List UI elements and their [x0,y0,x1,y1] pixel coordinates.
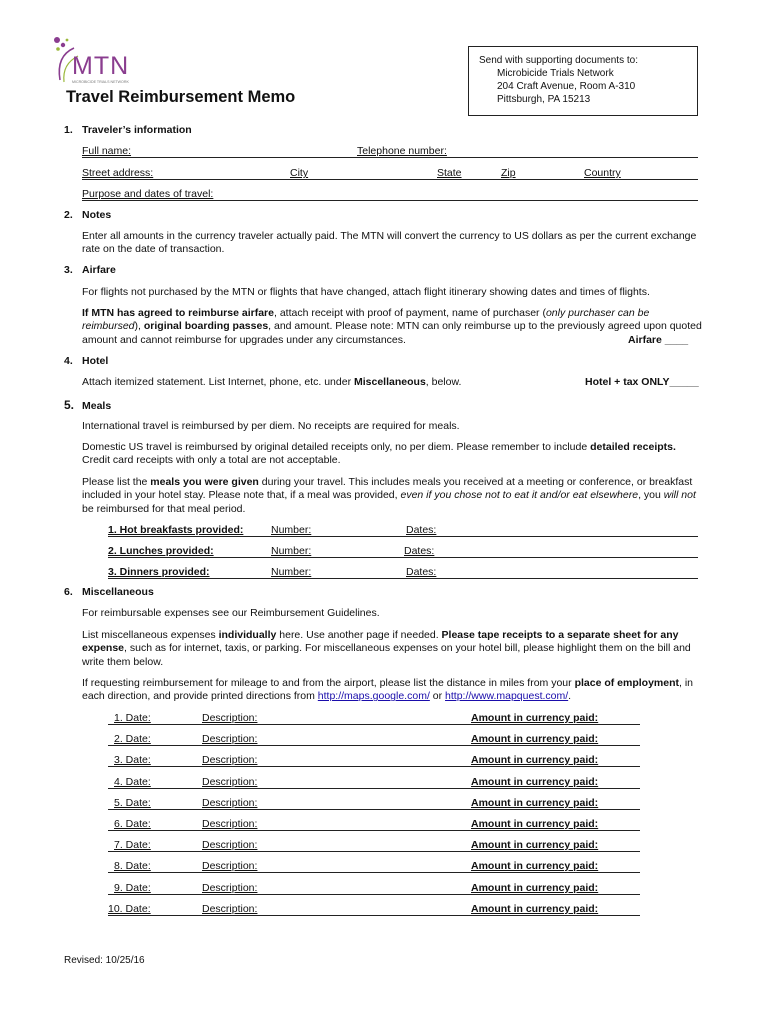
airfare-instructions: If MTN has agreed to reimburse airfare, attach receipt with proof of payment, name of purchaser (only purchaser can be reimbursed), original boarding passes, and amount. Please note: MTN can only reimburse up to the previously agreed upon quoted amount and cannot reimburse for upgrades under any circumstances. [82,307,702,346]
svg-text:MICROBICIDE TRIALS NETWORK: MICROBICIDE TRIALS NETWORK [72,80,129,84]
lunch-label: 2. Lunches provided: [108,545,214,557]
state-label: State [437,167,462,179]
expense-description-label: Description: [202,776,258,788]
zip-label: Zip [501,167,516,179]
mtn-logo-graphic [52,36,144,88]
revised-date: Revised: 10/25/16 [64,955,145,966]
expense-description-label: Description: [202,860,258,872]
lunch-number-label: Number: [271,545,312,557]
dinner-label: 3. Dinners provided: [108,566,210,578]
mailing-address-box [468,46,698,116]
meals-provided-text: Please list the meals you were given during your travel. This includes meals you received at a meeting or conference, or breakfast included in your hotel stay. Please note that, if a meal was provided, even if you chose not to eat it and/or eat elsewhere, you will not be reimbursed for that meal period. [82,476,696,515]
purpose-label: Purpose and dates of travel: [82,188,214,200]
meals-international-text: International travel is reimbursed by per diem. No receipts are required for meals. [82,420,460,432]
country-label: Country [584,167,621,179]
full-name-label: Full name: [82,145,132,157]
street-address-label: Street address: [82,167,154,179]
section-meals: 5. Meals [64,398,112,412]
expense-description-label: Description: [202,818,258,830]
breakfast-number-label: Number: [271,524,312,536]
expense-amount-label: Amount in currency paid: [471,712,599,724]
expense-date-label: 9. Date: [114,882,151,894]
section-title: Notes [82,209,112,221]
misc-mileage-text: If requesting reimbursement for mileage to and from the airport, please list the distance in miles from your place of employment, in each direction, and provide printed directions from http://maps.google.com/ or http://www.mapquest.com/. [82,677,694,703]
expense-amount-label: Amount in currency paid: [471,733,599,745]
expense-amount-label: Amount in currency paid: [471,839,599,851]
expense-date-label: 1. Date: [114,712,151,724]
hotel-text: Attach itemized statement. List Internet, phone, etc. under Miscellaneous, below. [82,376,462,388]
expense-description-label: Description: [202,903,258,915]
expense-description-label: Description: [202,712,258,724]
expense-description-label: Description: [202,733,258,745]
section-airfare: 3. Airfare [64,264,116,276]
expense-date-label: 7. Date: [114,839,151,851]
city-label: City [290,167,309,179]
address-intro: Send with supporting documents to: [479,55,638,66]
section-title: Traveler’s information [82,124,192,136]
expense-amount-label: Amount in currency paid: [471,860,599,872]
expense-date-label: 10. Date: [108,903,151,915]
section-title: Miscellaneous [82,586,154,598]
expense-description-label: Description: [202,882,258,894]
mapquest-link[interactable]: http://www.mapquest.com/ [445,690,569,703]
expense-description-label: Description: [202,754,258,766]
expense-amount-label: Amount in currency paid: [471,797,599,809]
notes-text: Enter all amounts in the currency traveler actually paid. The MTN will convert the currency to US dollars as per the current exchange rate on the date of transaction. [82,230,697,256]
expense-amount-label: Amount in currency paid: [471,754,599,766]
address-org: Microbicide Trials Network [497,68,614,79]
breakfast-label: 1. Hot breakfasts provided: [108,524,244,536]
dinner-dates-label: Dates: [406,566,437,578]
expense-date-label: 8. Date: [114,860,151,872]
expense-amount-label: Amount in currency paid: [471,882,599,894]
section-notes: 2. Notes [64,209,112,221]
expense-date-label: 6. Date: [114,818,151,830]
address-city: Pittsburgh, PA 15213 [497,94,591,105]
expense-amount-label: Amount in currency paid: [471,776,599,788]
page-title: Travel Reimbursement Memo [66,88,296,106]
google-maps-link[interactable]: http://maps.google.com/ [317,690,430,703]
section-title: Meals [82,400,112,412]
telephone-label: Telephone number: [357,145,447,157]
misc-instructions: List miscellaneous expenses individually here. Use another page if needed. Please tape receipts to a separate sheet for any expense, such as for internet, taxis, or parking. For miscellaneous expenses on your hotel bill, please highlight them on the bill and write them below. [82,629,691,668]
section-travelers-info: 1. Traveler’s information [64,124,192,136]
expense-amount-label: Amount in currency paid: [471,903,599,915]
expense-amount-label: Amount in currency paid: [471,818,599,830]
expense-date-label: 2. Date: [114,733,151,745]
airfare-itinerary-text: For flights not purchased by the MTN or flights that have changed, attach flight itinerary showing dates and times of flights. [82,286,650,298]
breakfast-dates-label: Dates: [406,524,437,536]
expense-date-label: 3. Date: [114,754,151,766]
meals-domestic-text: Domestic US travel is reimbursed by original detailed receipts only, no per diem. Please remember to include detailed receipts. Credit card receipts with only a total are not acceptable. [82,441,676,467]
expense-date-label: 4. Date: [114,776,151,788]
svg-text:MTN: MTN [72,52,130,80]
dinner-number-label: Number: [271,566,312,578]
expense-description-label: Description: [202,797,258,809]
airfare-amount-field[interactable]: Airfare ____ [628,334,689,346]
mtn-logo [52,36,144,88]
hotel-amount-field[interactable]: Hotel + tax ONLY_____ [585,376,699,388]
misc-guidelines-text: For reimbursable expenses see our Reimbursement Guidelines. [82,607,380,619]
lunch-dates-label: Dates: [404,545,435,557]
section-title: Airfare [82,264,116,276]
section-hotel: 4. Hotel [64,355,109,367]
section-miscellaneous: 6. Miscellaneous [64,586,154,598]
address-street: 204 Craft Avenue, Room A-310 [497,81,636,92]
section-title: Hotel [82,355,109,367]
expense-date-label: 5. Date: [114,797,151,809]
expense-description-label: Description: [202,839,258,851]
